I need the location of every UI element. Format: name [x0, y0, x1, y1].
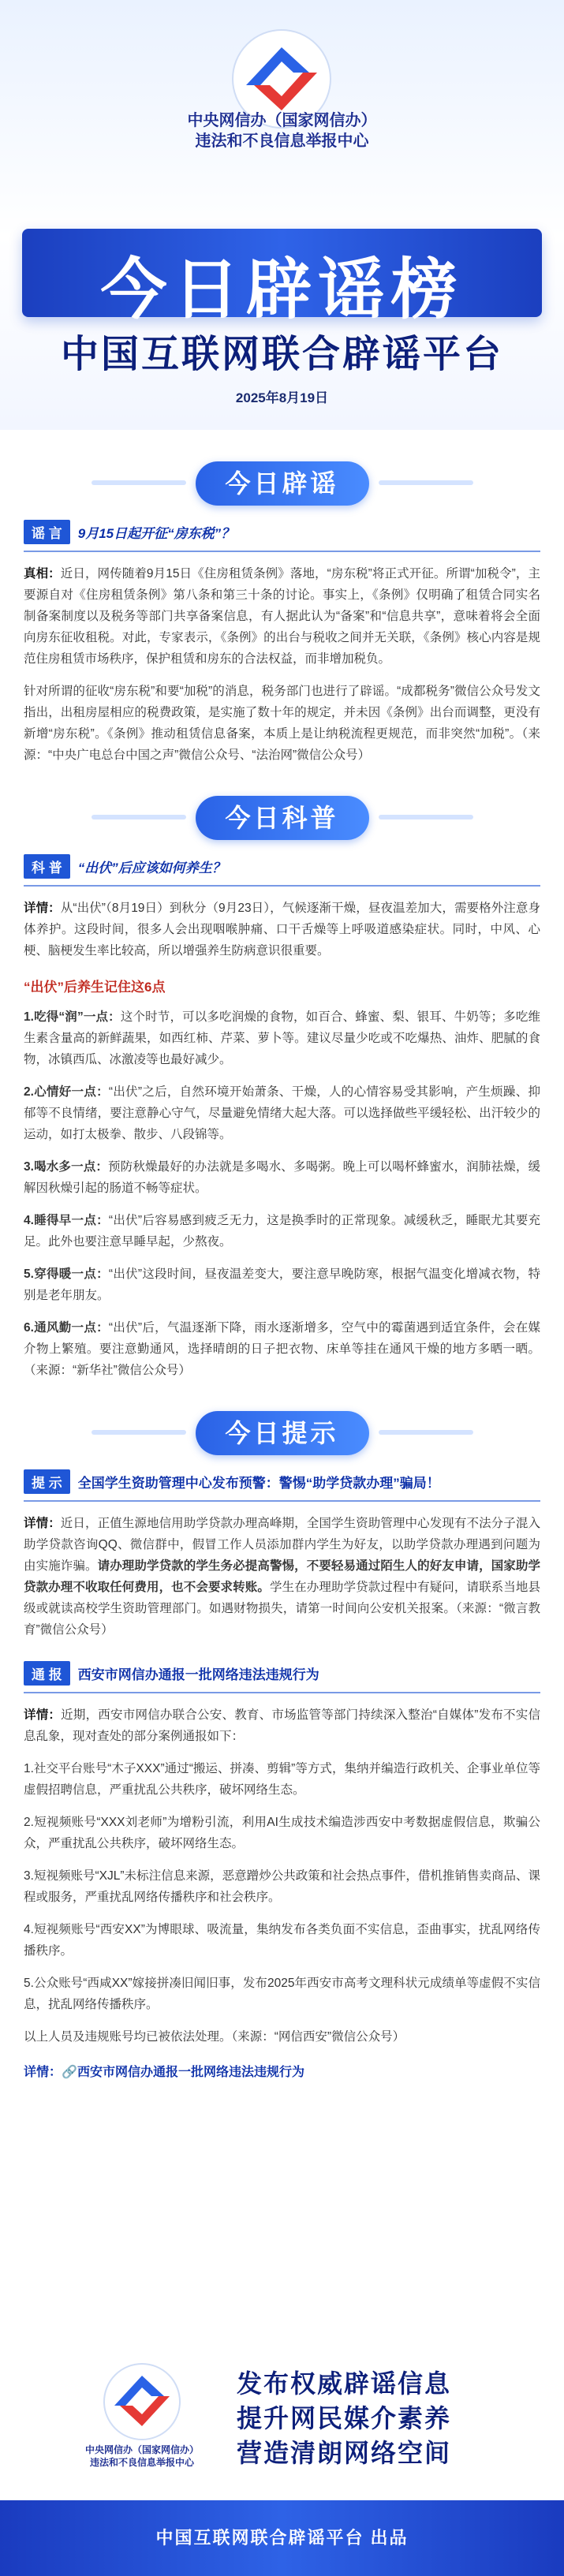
- science-item-3: [24, 1156, 540, 1199]
- rumor-paragraph-1: [24, 563, 540, 670]
- tip1-paragraph: [24, 1513, 540, 1641]
- science-item-4: [24, 1210, 540, 1253]
- case-3: 3.短视频账号“XJL”未标注信息来源，恶意蹭炒公共政策和社会热点事件，借机推销售卖商品、课程或服务，严重扰乱网络传播秩序和社会秩序。: [24, 1869, 540, 1904]
- science-p1-text: 从“出伏”（8月19日）到秋分（9月23日），气候逐渐干燥，昼夜温差加大，需要格外注意身体养护。这段时间，很多人会出现咽喉肿痛、口干舌燥等上呼吸道感染症状。同时，中风、心梗、脑梗发生率比较高，所以增强养生防病意识很重要。: [24, 902, 540, 958]
- detail-link-row: [24, 2062, 540, 2080]
- rumor-lead: 真相：: [24, 567, 61, 581]
- science-item-text: “出伏”之后，自然环境开始萧条、干燥，人的心情容易受其影响，产生烦躁、抑郁等不良情绪，要注意静心守气，尽量避免情绪大起大落。可以选择做些平缓轻松、出汗较少的运动，如打太极拳、散步、八段锦等。: [24, 1085, 540, 1141]
- tip2-text: 近期，西安市网信办联合公安、教育、市场监管等部门持续深入整治“自媒体”发布不实信息乱象，现对查处的部分案例通报如下：: [24, 1708, 540, 1743]
- science-item-title: 3.喝水多一点：: [24, 1160, 109, 1174]
- science-paragraph-1: [24, 898, 540, 961]
- big-title: 今日辟谣榜: [100, 250, 464, 328]
- slogan-line-1: 发布权威辟谣信息: [237, 2369, 452, 2399]
- science-item-title: 1.吃得“润”一点：: [24, 1010, 121, 1024]
- tip1-text-a: 近日，正值生源地信用助学贷款办理高峰期，全国学生资助管理中心发现有不法分子混入助学贷款咨询QQ、微信群中，假冒工作人员添加群内学生为好友，以助学贷款办理遇到问题为由实施诈骗。: [24, 1517, 540, 1573]
- section-banner-tips: [196, 1411, 369, 1455]
- science-item-title: 6.通风勤一点：: [24, 1321, 109, 1335]
- science-item-2: [24, 1081, 540, 1145]
- cac-logo-icon: [79, 2358, 205, 2453]
- tips-section: [0, 1469, 564, 2080]
- header: [0, 0, 564, 430]
- footer-logo-text: [55, 2443, 229, 2469]
- case-5: 5.公众账号“西咸XX”嫁接拼凑旧闻旧事，发布2025年西安市高考文理科状元成绩单等虚假不实信息，扰乱网络传播秩序。: [24, 1977, 540, 2011]
- science-headline-text: “出伏”后应该如何养生？: [77, 861, 226, 875]
- science-item-text: “出伏”后容易感到疲乏无力，这是换季时的正常现象。减缓秋乏，睡眠尤其要充足。此外也要注意早睡早起，少熬夜。: [24, 1214, 540, 1249]
- big-title-box: [22, 229, 542, 328]
- tip2-headline-text: 西安市网信办通报一批网络违法违规行为: [77, 1667, 319, 1682]
- section-title-tips: 今日提示: [225, 1418, 339, 1448]
- org-line-1: 中央网信办（国家网信办）: [187, 112, 377, 129]
- rumor-p1-text: 近日，网传随着9月15日《住房租赁条例》落地，“房东税”将正式开征。所谓“加税令”，主要源自对《住房租赁条例》第八条和第三十条的讨论。事实上，《条例》仅明确了租赁合同实名制备案制度以及税务等部门共享备案信息，有人据此认为“备案”和“信息共享”，意味着将会全面向房东征收租税。对此，专家表示，《条例》的出台与税收之间并无关联，《条例》核心内容是规范住房租赁市场秩序，保护租赁和房东的合法权益，而非增加税负。: [24, 567, 540, 666]
- divider: [24, 885, 540, 887]
- tip1-tag: 提 示: [24, 1469, 70, 1494]
- rumor-headline: [24, 520, 540, 544]
- footer-logo-line-1: 中央网信办（国家网信办）: [84, 2444, 199, 2455]
- science-lead: 详情：: [24, 902, 61, 915]
- detail-link-prefix: 详情：: [24, 2066, 62, 2079]
- footer-bar: 中国互联网联合辟谣平台 出品: [0, 2500, 564, 2576]
- tip1-headline-text: 全国学生资助管理中心发布预警：警惕“助学贷款办理”骗局！: [77, 1476, 440, 1491]
- tip1-headline: [24, 1469, 540, 1494]
- footer-brand-area: [0, 2350, 564, 2492]
- divider: [24, 551, 540, 552]
- science-item-text: “出伏”这段时间，昼夜温差变大，要注意早晚防寒，根据气温变化增减衣物，特别是老年朋友。: [24, 1267, 540, 1302]
- section-banner-science: [196, 796, 369, 840]
- science-item-1: [24, 1006, 540, 1070]
- section-title-science: 今日科普: [225, 803, 339, 833]
- rumor-section: [0, 520, 564, 766]
- subtitle: 中国互联网联合辟谣平台: [60, 332, 503, 376]
- slogan-line-2: 提升网民媒介素养: [237, 2403, 452, 2433]
- org-line-2: 违法和不良信息举报中心: [195, 133, 369, 150]
- detail-link[interactable]: 西安市网信办通报一批网络违法违规行为: [77, 2066, 304, 2079]
- footer-logo-line-2: 违法和不良信息举报中心: [89, 2457, 194, 2468]
- tip1-text-b: 学生在办理助学贷款过程中有疑问，请联系当地县级或就读高校学生资助管理部门。如遇财物损失，请第一时间向公安机关报案。（来源：“微言教育”微信公众号）: [24, 1581, 540, 1637]
- case-1: 1.社交平台账号“木子XXX”通过“搬运、拼凑、剪辑”等方式，集纳并编造行政机关、企事业单位等虚假招聘信息，严重扰乱公共秩序，破坏网络生态。: [24, 1762, 540, 1797]
- science-item-title: 2.心情好一点：: [24, 1085, 109, 1099]
- science-item-title: 5.穿得暖一点：: [24, 1267, 109, 1281]
- divider: [24, 1692, 540, 1693]
- case-4: 4.短视频账号“西安XX”为博眼球、吸流量，集纳发布各类负面不实信息，歪曲事实，扰乱网络传播秩序。: [24, 1923, 540, 1958]
- science-headline: [24, 854, 540, 879]
- science-item-text: 这个时节，可以多吃润燥的食物，如百合、蜂蜜、梨、银耳、牛奶等；多吃维生素含量高的新鲜蔬果，如西红柿、芹菜、萝卜等。建议尽量少吃或不吃爆热、油炸、肥腻的食物，冰镇西瓜、冰激凌等也最好减少。: [24, 1010, 540, 1066]
- science-tag: 科 普: [24, 854, 70, 879]
- tip2-tag: 通 报: [24, 1661, 70, 1686]
- rumor-tag: 谣 言: [24, 520, 70, 544]
- section-banner-rumor: [196, 461, 369, 506]
- rumor-paragraph-2: 针对所谓的征收“房东税”和要“加税”的消息，税务部门也进行了辟谣。“成都税务”微信公众号发文指出，出租房屋相应的税费政策，是实施了数十年的规定，并未因《条例》出台而调整，更没有新增“房东税”。《条例》推动租赁信息备案，本质上是让纳税流程更规范，而非突然“加税”。（来源：“中央广电总台中国之声”微信公众号、“法治网”微信公众号）: [24, 685, 540, 762]
- science-item-text: “出伏”后，气温逐渐下降，雨水逐渐增多，空气中的霉菌遇到适宜条件，会在媒介物上繁殖。要注意勤通风，选择晴朗的日子把衣物、床单等挂在通风干燥的地方多晒一晒。（来源：“新华社”微信公众号）: [24, 1321, 540, 1377]
- slogan-line-3: 营造清朗网络空间: [237, 2438, 452, 2468]
- org-logo-text: [0, 110, 564, 151]
- tip2-headline: [24, 1661, 540, 1686]
- divider: [24, 1500, 540, 1502]
- science-item-6: [24, 1317, 540, 1381]
- tip2-lead: 详情：: [24, 1708, 62, 1722]
- date: 2025年8月19日: [235, 390, 329, 405]
- tip1-bold: 请办理助学贷款的学生务必提高警惕，不要轻易通过陌生人的好友申请，国家助学贷款办理不收取任何费用，也不会要求转账。: [24, 1559, 540, 1594]
- science-item-text: 预防秋燥最好的办法就是多喝水、多喝粥。晚上可以喝杯蜂蜜水，润肺祛燥，缓解因秋燥引起的肠道不畅等症状。: [24, 1160, 540, 1195]
- rumor-headline-text: 9月15日起开征“房东税”？: [77, 526, 235, 541]
- science-item-title: 4.睡得早一点：: [24, 1214, 109, 1227]
- tip2-closing: 以上人员及违规账号均已被依法处理。（来源：“网信西安”微信公众号）: [24, 2030, 405, 2044]
- case-2: 2.短视频账号“XXX刘老师”为增粉引流，利用AI生成技术编造涉西安中考数据虚假信息，欺骗公众，严重扰乱公共秩序，破坏网络生态。: [24, 1816, 540, 1850]
- section-title-rumor: 今日辟谣: [225, 469, 339, 498]
- link-icon: 🔗: [62, 2066, 77, 2079]
- tip2-paragraph: [24, 1704, 540, 1747]
- science-item-5: [24, 1264, 540, 1306]
- tip1-lead: 详情：: [24, 1517, 61, 1530]
- slogan: [237, 2366, 451, 2470]
- science-section: [0, 854, 564, 1381]
- science-red-heading: “出伏”后养生记住这6点: [24, 980, 166, 995]
